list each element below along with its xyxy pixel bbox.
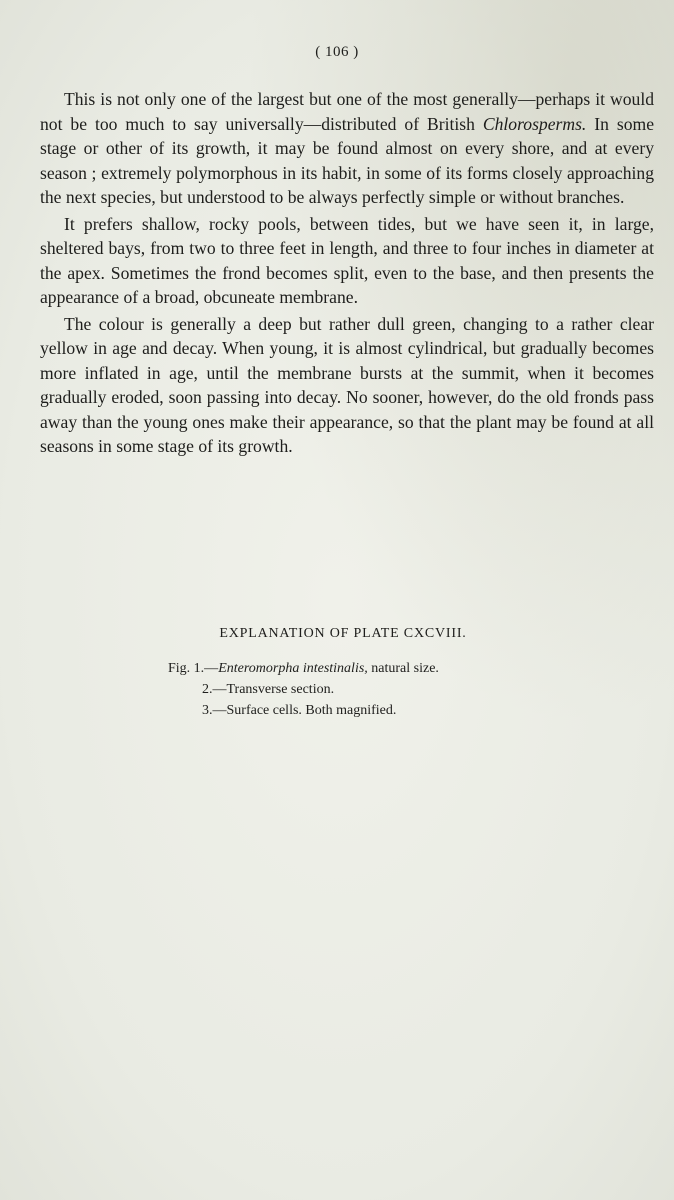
figure-caption bbox=[168, 700, 439, 721]
figure-list bbox=[168, 658, 439, 721]
species-name: Enteromorpha intestinalis, bbox=[218, 661, 368, 676]
figure-description: Surface cells. Both magnified. bbox=[226, 703, 397, 718]
plate-explanation bbox=[0, 626, 674, 718]
body-text bbox=[40, 87, 654, 461]
explanation-heading: EXPLANATION OF PLATE CXCVIII. bbox=[219, 626, 467, 641]
paragraph bbox=[40, 212, 654, 310]
italic-term: Chlorosperms. bbox=[482, 113, 587, 134]
paragraph-text: In some stage or other of its growth, it may be found almost on every shore, and at every season ; extremely polymorphous in its habit, in some of its forms closely approaching the next species, but understood to be always perfectly simple or without branches. bbox=[40, 113, 655, 207]
figure-number: 3.— bbox=[202, 703, 227, 718]
figure-description: Transverse section. bbox=[226, 682, 335, 697]
paragraph bbox=[40, 312, 654, 459]
figure-number: 2.— bbox=[202, 682, 227, 697]
paragraph bbox=[40, 87, 654, 210]
paragraph-text: It prefers shallow, rocky pools, between tides, but we have seen it, in large, sheltered bays, from two to three feet in length, and three to four inches in diameter at the apex. Sometimes the frond becomes split, even to the base, and then presents the appearance of a broad, obcuneate membrane. bbox=[40, 213, 654, 307]
figure-description: natural size. bbox=[367, 661, 439, 676]
figure-number: Fig. 1.— bbox=[168, 661, 219, 676]
figure-caption bbox=[168, 679, 439, 700]
paragraph-text: The colour is generally a deep but rather dull green, changing to a rather clear yellow in age and decay. When young, it is almost cylindrical, but gradually becomes more inflated in age, until the membrane bursts at the summit, when it becomes gradually eroded, soon passing into decay. No sooner, however, do the old fronds pass away than the young ones make their appearance, so that the plant may be found at all seasons in some stage of its growth. bbox=[40, 313, 654, 456]
paragraph-text: This is not only one of the largest but one of the most generally—perhaps it would not be too much to say universally—distributed of British bbox=[40, 89, 654, 134]
page-number: ( 106 ) bbox=[315, 44, 359, 60]
figure-caption bbox=[168, 658, 439, 679]
